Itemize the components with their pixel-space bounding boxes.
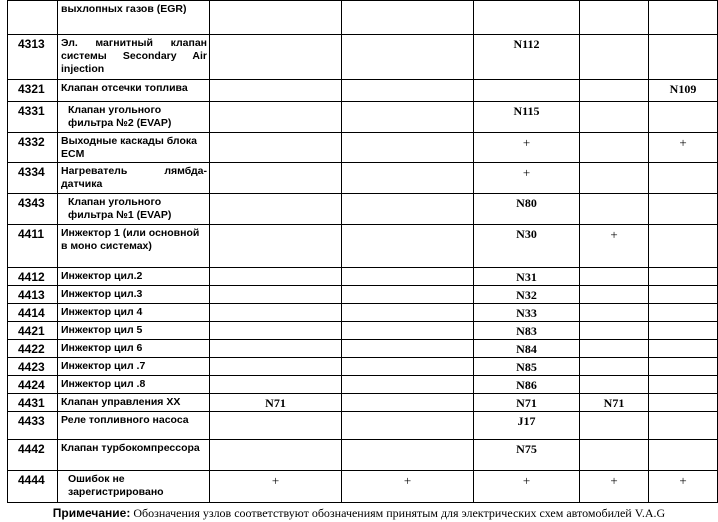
component-designation-cell bbox=[210, 133, 342, 163]
table-row bbox=[8, 80, 718, 102]
fault-code: 4423 bbox=[8, 358, 58, 376]
component-designation-cell bbox=[342, 340, 474, 358]
component-designation-cell: N75 bbox=[474, 440, 580, 471]
component-designation-cell bbox=[342, 1, 474, 35]
component-designation-cell bbox=[342, 358, 474, 376]
component-designation-cell bbox=[342, 102, 474, 133]
table-row bbox=[8, 471, 718, 503]
component-designation-cell bbox=[649, 340, 718, 358]
fault-code: 4421 bbox=[8, 322, 58, 340]
fault-code: 4334 bbox=[8, 163, 58, 194]
component-designation-cell bbox=[342, 80, 474, 102]
component-name: Эл. магнитный клапан системы Secondary Air injection bbox=[58, 35, 210, 80]
table-row bbox=[8, 35, 718, 80]
fault-code: 4414 bbox=[8, 304, 58, 322]
component-name: Ошибок не зарегистрировано bbox=[58, 471, 210, 503]
component-designation-cell: + bbox=[580, 471, 649, 503]
component-designation-cell: + bbox=[649, 133, 718, 163]
component-designation-cell bbox=[210, 163, 342, 194]
component-designation-cell: N71 bbox=[210, 394, 342, 412]
component-name: Инжектор цил .7 bbox=[58, 358, 210, 376]
table-row bbox=[8, 163, 718, 194]
component-designation-cell bbox=[580, 1, 649, 35]
component-designation-cell bbox=[649, 412, 718, 440]
component-designation-cell bbox=[342, 376, 474, 394]
component-designation-cell: N115 bbox=[474, 102, 580, 133]
fault-code: 4422 bbox=[8, 340, 58, 358]
component-designation-cell: N84 bbox=[474, 340, 580, 358]
table-row bbox=[8, 268, 718, 286]
fault-code-table bbox=[7, 0, 718, 503]
component-designation-cell bbox=[210, 102, 342, 133]
component-designation-cell bbox=[649, 394, 718, 412]
component-name: Клапан угольного фильтра №1 (EVAP) bbox=[58, 194, 210, 225]
table-body bbox=[8, 1, 718, 503]
table-row bbox=[8, 412, 718, 440]
footnote-label: Примечание: bbox=[52, 506, 131, 520]
component-name: Реле топливного насоса bbox=[58, 412, 210, 440]
component-name: Инжектор цил.3 bbox=[58, 286, 210, 304]
component-designation-cell: N85 bbox=[474, 358, 580, 376]
table-row bbox=[8, 322, 718, 340]
component-designation-cell: N80 bbox=[474, 194, 580, 225]
component-designation-cell bbox=[649, 35, 718, 80]
table-row bbox=[8, 1, 718, 35]
component-name: выхлопных газов (EGR) bbox=[58, 1, 210, 35]
component-designation-cell: N31 bbox=[474, 268, 580, 286]
component-designation-cell bbox=[580, 102, 649, 133]
component-name: Клапан управления ХХ bbox=[58, 394, 210, 412]
component-designation-cell bbox=[649, 286, 718, 304]
component-designation-cell: N86 bbox=[474, 376, 580, 394]
fault-code: 4413 bbox=[8, 286, 58, 304]
fault-code: 4424 bbox=[8, 376, 58, 394]
fault-code: 4331 bbox=[8, 102, 58, 133]
component-name: Нагреватель лямбда-датчика bbox=[58, 163, 210, 194]
component-designation-cell bbox=[342, 394, 474, 412]
component-designation-cell bbox=[342, 322, 474, 340]
component-designation-cell bbox=[649, 304, 718, 322]
component-designation-cell: + bbox=[342, 471, 474, 503]
component-designation-cell: N30 bbox=[474, 225, 580, 268]
component-designation-cell: N32 bbox=[474, 286, 580, 304]
component-designation-cell bbox=[649, 440, 718, 471]
component-designation-cell bbox=[342, 163, 474, 194]
fault-code: 4412 bbox=[8, 268, 58, 286]
component-designation-cell bbox=[580, 194, 649, 225]
table-row bbox=[8, 102, 718, 133]
fault-code: 4431 bbox=[8, 394, 58, 412]
fault-code: 4332 bbox=[8, 133, 58, 163]
component-designation-cell bbox=[210, 286, 342, 304]
component-designation-cell bbox=[210, 1, 342, 35]
component-designation-cell: N71 bbox=[474, 394, 580, 412]
component-designation-cell bbox=[342, 225, 474, 268]
fault-code: 4411 bbox=[8, 225, 58, 268]
component-designation-cell: N109 bbox=[649, 80, 718, 102]
component-designation-cell: J17 bbox=[474, 412, 580, 440]
component-designation-cell bbox=[649, 376, 718, 394]
component-designation-cell: N33 bbox=[474, 304, 580, 322]
component-designation-cell bbox=[580, 304, 649, 322]
component-designation-cell bbox=[649, 322, 718, 340]
component-designation-cell bbox=[210, 376, 342, 394]
component-designation-cell: N112 bbox=[474, 35, 580, 80]
component-designation-cell bbox=[649, 225, 718, 268]
component-designation-cell bbox=[649, 268, 718, 286]
component-designation-cell bbox=[580, 322, 649, 340]
component-designation-cell bbox=[210, 268, 342, 286]
component-name: Инжектор цил 5 bbox=[58, 322, 210, 340]
component-designation-cell bbox=[210, 322, 342, 340]
component-designation-cell bbox=[210, 225, 342, 268]
component-designation-cell: N71 bbox=[580, 394, 649, 412]
component-designation-cell bbox=[474, 1, 580, 35]
fault-code: 4433 bbox=[8, 412, 58, 440]
component-name: Инжектор цил 6 bbox=[58, 340, 210, 358]
component-designation-cell bbox=[342, 35, 474, 80]
component-name: Выходные каскады блока ECM bbox=[58, 133, 210, 163]
component-designation-cell bbox=[580, 80, 649, 102]
component-designation-cell bbox=[580, 412, 649, 440]
component-name: Инжектор цил.2 bbox=[58, 268, 210, 286]
table-row bbox=[8, 286, 718, 304]
component-designation-cell bbox=[649, 358, 718, 376]
component-designation-cell bbox=[580, 286, 649, 304]
component-designation-cell bbox=[342, 194, 474, 225]
component-name: Клапан турбокомпрессора bbox=[58, 440, 210, 471]
table-row bbox=[8, 340, 718, 358]
component-designation-cell: + bbox=[649, 471, 718, 503]
component-designation-cell: N83 bbox=[474, 322, 580, 340]
fault-code: 4321 bbox=[8, 80, 58, 102]
component-designation-cell bbox=[342, 440, 474, 471]
component-designation-cell bbox=[649, 102, 718, 133]
component-designation-cell bbox=[580, 358, 649, 376]
component-designation-cell bbox=[342, 133, 474, 163]
component-designation-cell bbox=[580, 268, 649, 286]
component-designation-cell bbox=[580, 376, 649, 394]
component-name: Клапан угольного фильтра №2 (EVAP) bbox=[58, 102, 210, 133]
component-designation-cell bbox=[474, 80, 580, 102]
component-designation-cell: + bbox=[474, 163, 580, 194]
component-designation-cell bbox=[580, 35, 649, 80]
component-designation-cell bbox=[580, 163, 649, 194]
component-designation-cell bbox=[210, 412, 342, 440]
fault-code bbox=[8, 1, 58, 35]
component-designation-cell bbox=[580, 440, 649, 471]
component-designation-cell bbox=[210, 80, 342, 102]
component-designation-cell: + bbox=[580, 225, 649, 268]
component-designation-cell bbox=[342, 268, 474, 286]
component-designation-cell bbox=[649, 194, 718, 225]
component-designation-cell bbox=[210, 35, 342, 80]
component-designation-cell bbox=[649, 163, 718, 194]
table-row bbox=[8, 304, 718, 322]
footnote bbox=[0, 506, 718, 521]
component-designation-cell bbox=[210, 358, 342, 376]
component-name: Инжектор цил .8 bbox=[58, 376, 210, 394]
fault-code: 4442 bbox=[8, 440, 58, 471]
component-designation-cell bbox=[210, 340, 342, 358]
table-row bbox=[8, 194, 718, 225]
component-name: Клапан отсечки топлива bbox=[58, 80, 210, 102]
table-row bbox=[8, 225, 718, 268]
table-row bbox=[8, 358, 718, 376]
fault-code: 4313 bbox=[8, 35, 58, 80]
component-designation-cell bbox=[342, 412, 474, 440]
component-designation-cell bbox=[210, 194, 342, 225]
component-name: Инжектор 1 (или основной в моно системах) bbox=[58, 225, 210, 268]
component-designation-cell bbox=[210, 304, 342, 322]
component-designation-cell: + bbox=[474, 133, 580, 163]
component-designation-cell bbox=[342, 304, 474, 322]
component-name: Инжектор цил 4 bbox=[58, 304, 210, 322]
component-designation-cell bbox=[210, 440, 342, 471]
component-designation-cell bbox=[649, 1, 718, 35]
table-row bbox=[8, 376, 718, 394]
table-row bbox=[8, 394, 718, 412]
table-row bbox=[8, 133, 718, 163]
fault-code: 4444 bbox=[8, 471, 58, 503]
component-designation-cell bbox=[580, 133, 649, 163]
component-designation-cell: + bbox=[474, 471, 580, 503]
footnote-text: Обозначения узлов соответствуют обозначениям принятым для электрических схем автомобилей V.A.G bbox=[130, 506, 666, 520]
component-designation-cell: + bbox=[210, 471, 342, 503]
fault-code: 4343 bbox=[8, 194, 58, 225]
component-designation-cell bbox=[342, 286, 474, 304]
component-designation-cell bbox=[580, 340, 649, 358]
table-row bbox=[8, 440, 718, 471]
